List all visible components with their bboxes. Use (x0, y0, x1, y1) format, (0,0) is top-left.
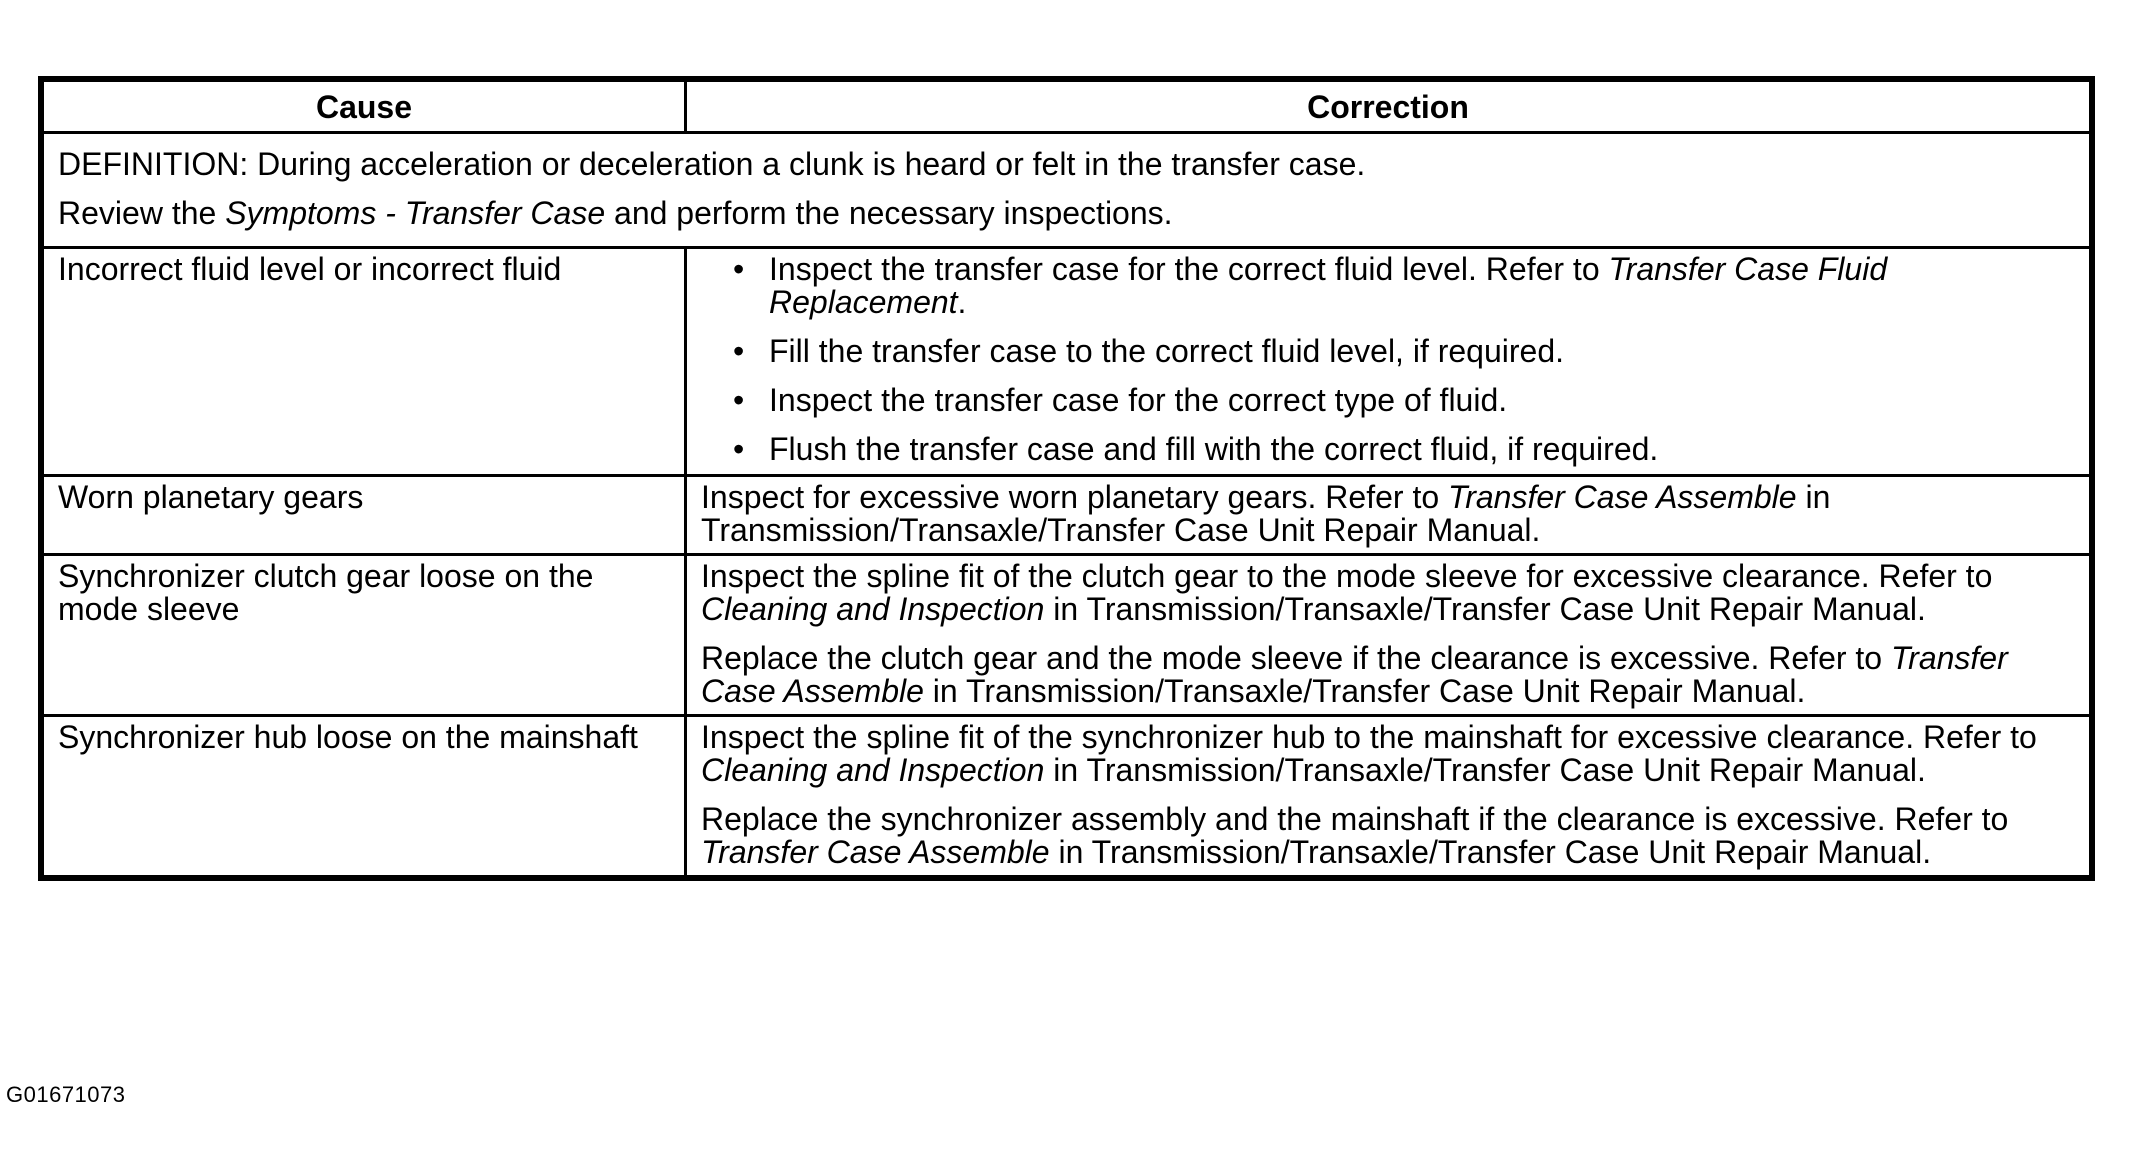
bullet-icon: • (733, 382, 745, 418)
review-text (58, 189, 2081, 238)
item-reference: Transfer Case Fluid Replacement (769, 251, 1888, 320)
paragraph-suffix: in Transmission/Transaxle/Transfer Case Unit Repair Manual. (701, 479, 1831, 548)
list-item (701, 433, 2081, 466)
list-item (701, 253, 2081, 319)
definition-text: DEFINITION: During acceleration or deceleration a clunk is heard or felt in the transfer case. (58, 146, 1366, 182)
cause-cell: Incorrect fluid level or incorrect fluid (43, 248, 686, 476)
item-suffix: . (957, 284, 967, 320)
item-text: Fill the transfer case to the correct fluid level, if required. (769, 333, 1565, 369)
definition-row (43, 133, 2091, 248)
bullet-icon: • (733, 333, 745, 369)
review-suffix: and perform the necessary inspections. (605, 195, 1173, 231)
correction-header: Correction (686, 81, 2091, 133)
definition-cell (43, 133, 2091, 248)
correction-paragraph (701, 803, 2081, 869)
correction-cell (686, 555, 2091, 716)
paragraph-prefix: Replace the synchronizer assembly and the mainshaft if the clearance is excessive. Refer to (701, 801, 2009, 837)
correction-paragraph (701, 560, 2081, 626)
header-row (43, 81, 2091, 133)
cause-cell: Synchronizer clutch gear loose on the mode sleeve (43, 555, 686, 716)
diagnosis-table (38, 76, 2095, 881)
correction-paragraph (701, 642, 2081, 708)
paragraph-reference: Transfer Case Assemble (701, 834, 1050, 870)
correction-cell (686, 716, 2091, 877)
paragraph-reference: Cleaning and Inspection (701, 752, 1045, 788)
list-item (701, 335, 2081, 368)
paragraph-suffix: in Transmission/Transaxle/Transfer Case Unit Repair Manual. (1049, 834, 1932, 870)
paragraph-reference: Cleaning and Inspection (701, 591, 1045, 627)
table-row (43, 476, 2091, 555)
bullet-icon: • (733, 431, 745, 467)
paragraph-prefix: Inspect the spline fit of the clutch gear to the mode sleeve for excessive clearance. Refer to (701, 558, 1993, 594)
correction-paragraph (701, 481, 2081, 547)
cause-cell: Worn planetary gears (43, 476, 686, 555)
item-prefix: Inspect the transfer case for the correct fluid level. Refer to (769, 251, 1609, 287)
item-text: Inspect the transfer case for the correct type of fluid. (769, 382, 1508, 418)
bullet-icon: • (733, 251, 745, 287)
table-row (43, 248, 2091, 476)
correction-cell (686, 248, 2091, 476)
item-text: Flush the transfer case and fill with the correct fluid, if required. (769, 431, 1659, 467)
paragraph-suffix: in Transmission/Transaxle/Transfer Case Unit Repair Manual. (1044, 591, 1926, 627)
table-row (43, 716, 2091, 877)
correction-cell (686, 476, 2091, 555)
figure-id: G01671073 (6, 1082, 126, 1107)
paragraph-suffix: in Transmission/Transaxle/Transfer Case Unit Repair Manual. (1044, 752, 1926, 788)
diagnosis-table-grid (41, 79, 2092, 878)
review-prefix: Review the (58, 195, 226, 231)
paragraph-reference: Transfer Case Assemble (701, 640, 2008, 709)
paragraph-suffix: in Transmission/Transaxle/Transfer Case Unit Repair Manual. (923, 673, 1806, 709)
list-item (701, 384, 2081, 417)
paragraph-reference: Transfer Case Assemble (1448, 479, 1797, 515)
paragraph-prefix: Replace the clutch gear and the mode sleeve if the clearance is excessive. Refer to (701, 640, 1891, 676)
table-row (43, 555, 2091, 716)
cause-cell: Synchronizer hub loose on the mainshaft (43, 716, 686, 877)
cause-header: Cause (43, 81, 686, 133)
paragraph-prefix: Inspect for excessive worn planetary gears. Refer to (701, 479, 1449, 515)
correction-list (701, 253, 2081, 466)
correction-paragraph (701, 721, 2081, 787)
paragraph-prefix: Inspect the spline fit of the synchronizer hub to the mainshaft for excessive clearance. Refer to (701, 719, 2037, 755)
review-reference: Symptoms - Transfer Case (225, 195, 606, 231)
